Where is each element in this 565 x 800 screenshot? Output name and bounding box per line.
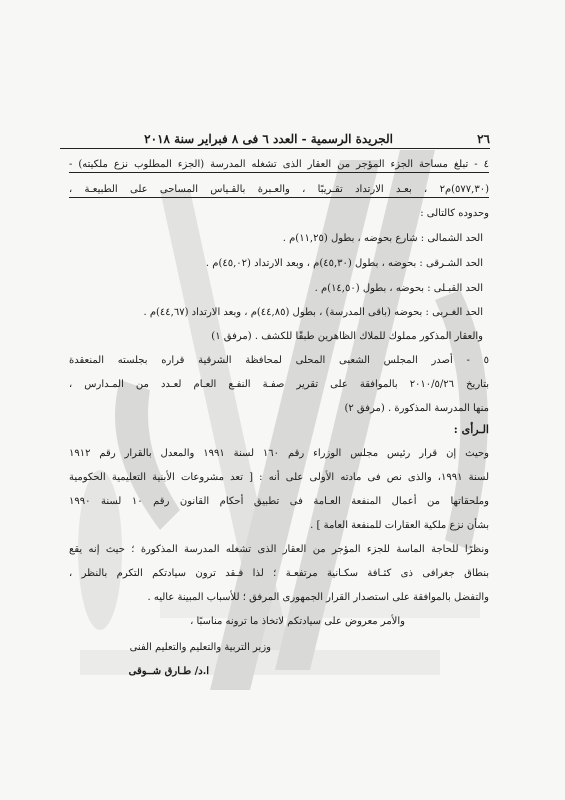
need-line-1: ونظرًا للحاجة الماسة للجزء المؤجر من العقار الذى تشغله المدرسة المذكورة ؛ حيث إنه يقع [69,544,489,555]
paragraph-4-line-1: ٤ - تبلغ مساحة الجزء المؤجر من العقار الذى تشغله المدرسة (الجزء المطلوب نزع ملكيته) - [69,158,489,173]
opinion-line-4: بشأن نزع ملكية العقارات للمنفعة العامة ] . [310,520,489,531]
opinion-line-2: لسنة ١٩٩١، والذى نص فى مادته الأولى على أنه : [ تعد مشروعات الأبنية التعليمية الحكومية [69,472,489,483]
page-header [60,124,490,149]
paragraph-4-line-3: وحدوده كالتالى : [420,208,489,219]
signatory-name: ا.د/ طـارق شــوقى [128,666,209,677]
ownership-statement: والعقار المذكور مملوك للملاك الظاهرين طبقًا للكشف . (مرفق ١) [211,331,483,342]
opinion-section-title: الـرأى : [453,423,489,436]
paragraph-4-line-2: (٥٧٧,٣٠)م٢ ، بعـد الارتداد تقـريبًا ، والعـبرة بالقـياس المساحى على الطبيعـة ، [69,183,489,198]
gazette-issue-title: الجريدة الرسمية - العدد ٦ فى ٨ فبراير سنة ٢٠١٨ [144,132,393,146]
boundary-west: الحد الغـربى : بحوضه (باقى المدرسة) ، بطول (٤٤,٨٥)م ، وبعد الارتداد (٤٤,٦٧)م . [143,307,483,318]
boundary-east: الحد الشـرقى : بحوضه ، بطول (٤٥,٣٠)م ، وبعد الارتداد (٤٥,٠٢)م . [205,258,483,269]
opinion-line-1: وحيث إن قرار رئيس مجلس الوزراء رقم ١٦٠ لسنة ١٩٩١ والمعدل بالقرار رقم ١٩١٢ [69,448,489,459]
paragraph-5-line-1: ٥ - أصدر المجلس الشعبى المحلى لمحافظة الشرقية قراره بجلسته المنعقدة [69,355,489,366]
need-line-2: بنطاق جغرافى ذى كثـافة سكـانية مرتفعـة ؛ لذا فـقد ترون سيادتكم التكرم بالنظر ، [69,568,489,579]
page-number: ٢٦ [477,132,490,146]
need-line-3: والتفضل بالموافقة على استصدار القرار الجمهورى المرفق ؛ للأسباب المبينة عاليه . [147,592,489,603]
closing-line: والأمر معروض على سيادتكم لاتخاذ ما ترونه مناسبًا ، [190,616,405,627]
boundary-south: الحد القبـلى : بحوضه ، بطول (١٤,٥٠)م . [314,283,483,294]
paragraph-5-line-2: بتاريخ ٢٠١٠/٥/٢٦ بالموافقة على تقرير صفـة النفـع العـام لعـدد من المـدارس ، [69,379,489,390]
boundary-north: الحد الشمالى : شارع بحوضه ، بطول (١١,٢٥)م . [282,233,483,244]
signatory-title: وزير التربية والتعليم والتعليم الفنى [129,642,271,653]
paragraph-5-line-3: منها المدرسة المذكورة . (مرفق ٢) [344,403,489,414]
opinion-line-3: وملحقاتها من أعمال المنفعة العـامة فى تطبيق أحكام القانون رقم ١٠ لسنة ١٩٩٠ [69,496,489,507]
